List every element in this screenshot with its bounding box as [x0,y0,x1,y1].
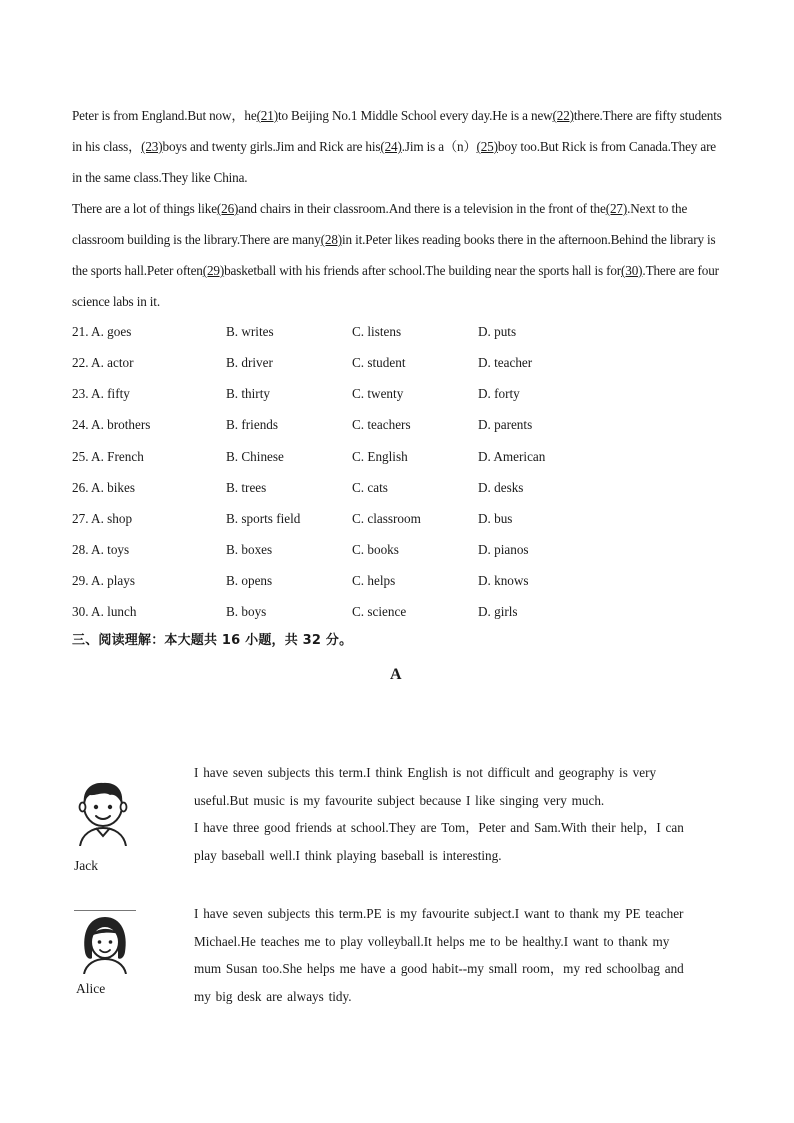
option-a: 23. A. fifty [72,386,130,402]
passage-text: boys and twenty girls.Jim and Rick are his [162,139,381,154]
blank-number: (30) [621,263,643,278]
option-a: 30. A. lunch [72,604,137,620]
question-row [72,441,722,472]
option-c: C. helps [352,573,396,589]
passage-text: basketball with his friends after school.The building near the sports hall is for [224,263,622,278]
option-c: C. books [352,541,399,557]
option-d: D. desks [478,479,524,495]
boy-avatar-icon [74,778,132,846]
option-b: B. writes [226,324,274,339]
option-c: C. teachers [352,417,411,433]
option-d: D. pianos [478,541,529,557]
person-name: Alice [76,981,106,996]
paragraph: I have three good friends at school.They are Tom，Peter and Sam.With their help，I can play baseball well.I think playing baseball is interesting. [194,820,684,863]
divider [74,910,136,911]
question-row [72,409,722,440]
option-c: C. English [352,448,408,464]
option-a: 27. A. shop [72,510,133,526]
option-c: C. classroom [352,510,421,526]
paragraph: I have seven subjects this term.PE is my favourite subject.I want to thank my PE teacher Michael.He teaches me to play volleyball.It helps me to be healthy.I want to thank my mum Susan too.She helps me have a good habit--my small room，my red schoolbag and my big desk are always tidy. [194,906,684,1004]
blank-number: (29) [202,263,225,278]
passage-text: .There are four science labs in it. [72,263,719,309]
blank-number: (27) [605,201,628,216]
passage-text: .Next to the classroom building is the library.There are many [72,201,688,247]
option-c: C. listens [352,324,402,339]
option-d: D. parents [478,417,533,433]
passage-paragraph [72,100,722,193]
option-a: 29. A. plays [72,573,136,589]
passage-text: in it.Peter likes reading books there in the afternoon.Behind the library is the sports hall.Peter often [72,232,716,278]
blank-number: (25) [476,139,498,154]
question-row [72,503,722,534]
question-row [72,378,722,409]
passage-text: to Beijing No.1 Middle School every day.He is a new [277,108,553,123]
blank-number: (21) [256,108,278,123]
option-c: C. science [352,604,407,620]
option-a: 25. A. French [72,448,144,464]
blank-number: (24) [380,139,402,154]
girl-avatar-icon [76,912,134,974]
option-a: 21. A. goes [72,324,132,339]
option-d: D. girls [478,604,518,620]
option-b: B. Chinese [226,448,284,464]
option-d: D. teacher [478,355,533,371]
option-b: B. boys [226,604,267,620]
option-d: D. knows [478,573,529,589]
option-b: B. sports field [226,510,301,526]
question-row [72,596,722,627]
option-c: C. cats [352,479,388,495]
option-b: B. thirty [226,386,270,402]
question-row [72,565,722,596]
part-title: A [390,666,402,683]
section-title: 三、阅读理解：本大题共 16 小题，共 32 分。 [72,633,353,648]
option-d: D. bus [478,510,513,526]
option-d: D. forty [478,386,520,402]
jack-text [194,759,690,869]
paragraph: I have seven subjects this term.I think English is not difficult and geography is very useful.But music is my favourite subject because I like singing very much. [194,765,657,808]
passage-text: There are a lot of things like [72,201,217,216]
question-row [72,534,722,565]
option-a: 22. A. actor [72,355,134,371]
alice-text [194,900,690,1010]
option-b: B. boxes [226,541,273,557]
blank-number: (26) [216,201,239,216]
option-d: D. American [478,448,546,464]
alice-avatar [76,912,134,979]
passage-text: Peter is from England.But now，he [72,108,257,123]
option-c: C. twenty [352,386,404,402]
blank-number: (28) [320,232,343,247]
cloze-options [72,316,722,627]
option-a: 24. A. brothers [72,417,151,433]
option-a: 28. A. toys [72,541,130,557]
passage-text: .Jim is a（n） [401,139,477,154]
blank-number: (23) [141,139,163,154]
passage-paragraph [72,193,722,317]
option-c: C. student [352,355,406,371]
option-b: B. trees [226,479,267,495]
question-row [72,347,722,378]
jack-avatar [74,778,132,851]
question-row [72,316,722,347]
option-b: B. opens [226,573,273,589]
option-a: 26. A. bikes [72,479,136,495]
passage-text: and chairs in their classroom.And there is a television in the front of the [238,201,606,216]
option-d: D. puts [478,324,517,339]
passage-text: boy too.But Rick is from Canada.They are in the same class.They like China. [72,139,717,185]
passage-text: there.There are fifty students in his class， [72,108,722,154]
person-name: Jack [74,858,98,873]
question-row [72,472,722,503]
cloze-passage [72,100,722,317]
option-b: B. friends [226,417,279,433]
blank-number: (22) [552,108,574,123]
option-b: B. driver [226,355,273,371]
